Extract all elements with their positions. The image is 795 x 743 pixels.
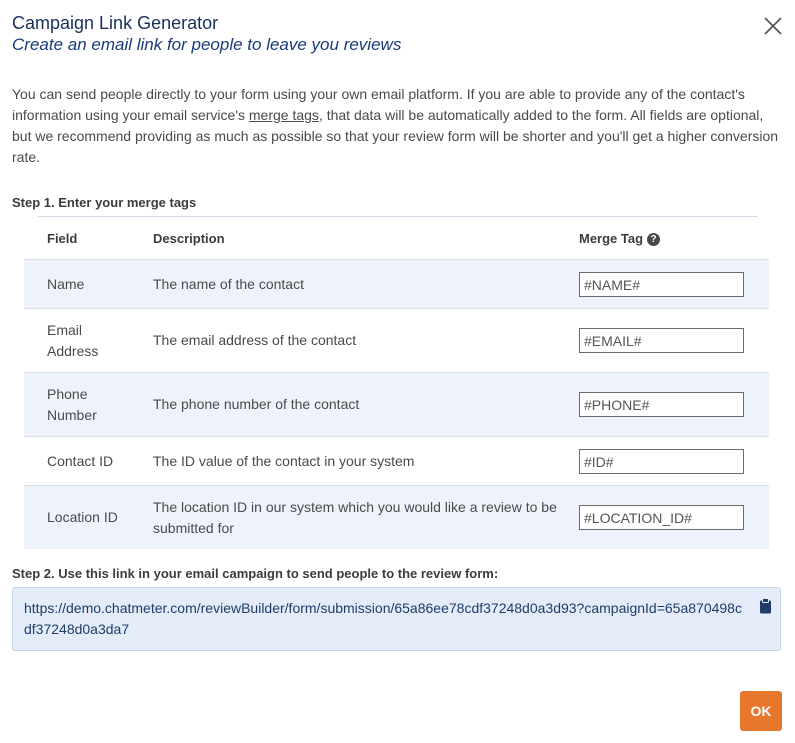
field-name: Phone Number [47,386,97,423]
intro-text [12,84,782,168]
field-description: The email address of the contact [153,332,357,348]
campaign-link-text[interactable]: https://demo.chatmeter.com/reviewBuilder/form/submission/65a86ee78cdf37248d0a3d93?campaignId=65a870498cdf37248d0a3da7 [24,600,742,637]
step2-label: Step 2. Use this link in your email campaign to send people to the review form: [12,566,499,581]
merge-tag-email-input[interactable] [579,328,744,353]
dialog-title: Campaign Link Generator [12,13,219,33]
table-row [24,372,769,437]
divider [38,216,758,217]
field-description: The name of the contact [153,276,304,292]
table-row [24,485,769,549]
header-field: Field [47,231,78,246]
close-icon[interactable] [762,15,784,37]
header-merge-tag-label: Merge Tag [579,231,644,246]
merge-tag-id-input[interactable] [579,449,744,474]
field-name: Contact ID [47,453,114,469]
header-description: Description [153,231,225,246]
field-description: The location ID in our system which you would like a review to be submitted for [153,499,557,536]
question-circle-icon[interactable]: ? [647,233,660,246]
field-description: The phone number of the contact [153,396,360,412]
intro-text-start: You can send people directly to your form using your own email platform. If you are able to provide any of the contact's information using your email service's [12,86,745,123]
step1-label: Step 1. Enter your merge tags [12,195,197,210]
dialog-subtitle: Create an email link for people to leave you reviews [12,35,402,54]
field-name: Location ID [47,509,118,525]
ok-button[interactable]: OK [740,691,782,731]
header-merge-tag [579,231,660,246]
table-row [24,436,769,486]
merge-tags-link[interactable]: merge tags [248,107,319,123]
field-description: The ID value of the contact in your system [153,453,415,469]
field-name: Name [47,276,85,292]
clipboard-icon[interactable] [759,598,772,614]
field-name: Email Address [47,322,99,359]
campaign-link-box[interactable] [12,587,781,651]
merge-tag-name-input[interactable] [579,272,744,297]
intro-text-end: , that data will be automatically added to the form. All fields are optional, but we recommend providing as much as possible so that your review form will be shorter and you'll get a higher conversion rate. [12,107,779,165]
table-row [24,259,769,309]
merge-tag-phone-input[interactable] [579,392,744,417]
table-row [24,308,769,372]
merge-tag-location-id-input[interactable] [579,505,744,530]
